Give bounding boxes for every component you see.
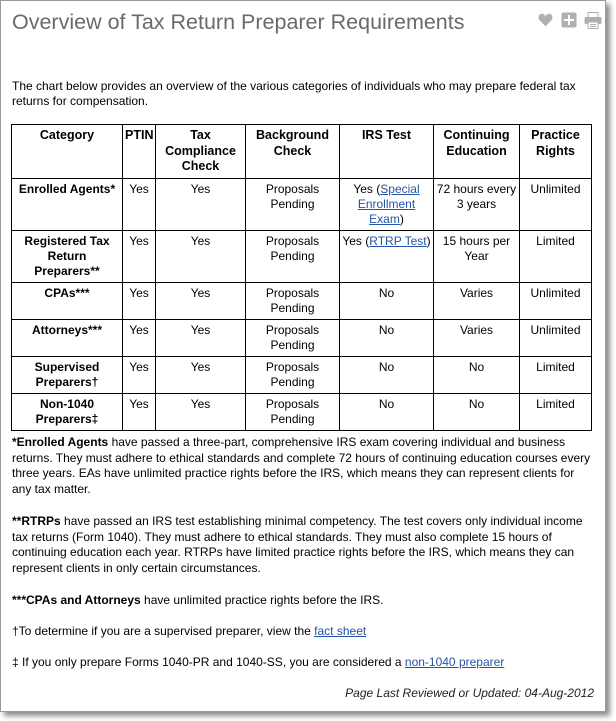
table-row — [12, 230, 592, 282]
tax-check-cell: Yes — [156, 319, 246, 356]
note-text: have unlimited practice rights before the IRS. — [140, 593, 384, 607]
header-background-check: Background Check — [246, 125, 340, 179]
irs-test-cell: No — [340, 356, 434, 393]
irs-test-suffix: ) — [426, 233, 431, 248]
note-label: *Enrolled Agents — [12, 435, 109, 449]
page-toolbar — [536, 11, 602, 29]
ptin-cell: Yes — [123, 356, 156, 393]
table-row — [12, 356, 592, 393]
header-irs-test: IRS Test — [340, 125, 434, 179]
note-text: have passed a three-part, comprehensive IRS exam covering individual and business returns. They must adhere to ethical standards and complete 72 hours of continuing education courses every three years. EAs have unlimited practice rights before the IRS, which means they can represent clients for any tax matter. — [12, 435, 591, 496]
intro-text: The chart below provides an overview of the various categories of individuals who may prepare federal tax returns for compensation. — [12, 79, 576, 108]
category-cell: Supervised Preparers† — [12, 356, 123, 393]
category-cell: Registered Tax Return Preparers** — [12, 230, 123, 282]
header-ptin: PTIN — [123, 125, 156, 179]
printer-icon[interactable] — [584, 11, 602, 29]
ptin-cell: Yes — [123, 282, 156, 319]
irs-test-cell: No — [340, 282, 434, 319]
irs-test-prefix: Yes ( — [342, 233, 370, 248]
irs-test-prefix: Yes ( — [353, 181, 381, 196]
cpa-attorney-note — [12, 593, 596, 609]
ptin-cell: Yes — [123, 319, 156, 356]
category-cell: Enrolled Agents* — [12, 178, 123, 230]
note-text: have passed an IRS test establishing minimal competency. The test covers only individual income tax returns (Form 1040). They must adhere to ethical standards. They must also complete 15 hours of continuing education each year. RTRPs have limited practice rights before the IRS, which means they can represent clients in only certain circumstances. — [12, 514, 583, 575]
heart-icon[interactable] — [536, 11, 554, 29]
rights-cell: Limited — [520, 356, 592, 393]
table-row — [12, 282, 592, 319]
note-label: **RTRPs — [12, 514, 61, 528]
rights-cell: Unlimited — [520, 319, 592, 356]
last-updated: Page Last Reviewed or Updated: 04-Aug-2012 — [345, 686, 594, 700]
rights-cell: Unlimited — [520, 178, 592, 230]
rtrp-note — [12, 514, 596, 576]
tax-check-cell: Yes — [156, 230, 246, 282]
background-cell: Proposals Pending — [246, 356, 340, 393]
ptin-cell: Yes — [123, 230, 156, 282]
non-1040-preparer-link[interactable]: non-1040 preparer — [404, 655, 505, 669]
rights-cell: Limited — [520, 230, 592, 282]
header-category: Category — [12, 125, 123, 179]
education-cell: Varies — [434, 319, 520, 356]
education-cell: No — [434, 393, 520, 430]
enrolled-agents-note — [12, 435, 596, 497]
fact-sheet-link[interactable]: fact sheet — [314, 624, 367, 638]
tax-check-cell: Yes — [156, 393, 246, 430]
note-text: ‡ If you only prepare Forms 1040-PR and 1040-SS, you are considered a — [12, 655, 405, 669]
background-cell: Proposals Pending — [246, 393, 340, 430]
tax-check-cell: Yes — [156, 356, 246, 393]
tax-check-cell: Yes — [156, 282, 246, 319]
requirements-table — [11, 124, 592, 431]
education-cell: Varies — [434, 282, 520, 319]
header-practice-rights: Practice Rights — [520, 125, 592, 179]
education-cell: 15 hours per Year — [434, 230, 520, 282]
category-cell: Attorneys*** — [12, 319, 123, 356]
education-cell: 72 hours every 3 years — [434, 178, 520, 230]
table-row — [12, 319, 592, 356]
irs-test-cell: No — [340, 319, 434, 356]
rights-cell: Unlimited — [520, 282, 592, 319]
irs-test-cell — [340, 230, 434, 282]
category-cell: Non-1040 Preparers‡ — [12, 393, 123, 430]
rtrp-test-link[interactable]: RTRP Test — [369, 233, 427, 248]
ptin-cell: Yes — [123, 393, 156, 430]
background-cell: Proposals Pending — [246, 282, 340, 319]
page-title: Overview of Tax Return Preparer Requirements — [12, 10, 465, 34]
background-cell: Proposals Pending — [246, 178, 340, 230]
header-tax-compliance-check: Tax Compliance Check — [156, 125, 246, 179]
category-cell: CPAs*** — [12, 282, 123, 319]
header-continuing-education: Continuing Education — [434, 125, 520, 179]
special-enrollment-exam-link[interactable]: Special Enrollment Exam — [357, 181, 420, 226]
table-header-row — [12, 125, 592, 179]
education-cell: No — [434, 356, 520, 393]
irs-test-cell: No — [340, 393, 434, 430]
background-cell: Proposals Pending — [246, 230, 340, 282]
table-row — [12, 178, 592, 230]
table-row — [12, 393, 592, 430]
ptin-cell: Yes — [123, 178, 156, 230]
non1040-note — [12, 655, 596, 671]
note-text: †To determine if you are a supervised preparer, view the — [12, 624, 315, 638]
supervised-preparer-note — [12, 624, 596, 640]
irs-test-suffix: ) — [399, 211, 404, 226]
tax-check-cell: Yes — [156, 178, 246, 230]
plus-icon[interactable] — [560, 11, 578, 29]
background-cell: Proposals Pending — [246, 319, 340, 356]
rights-cell: Limited — [520, 393, 592, 430]
irs-test-cell — [340, 178, 434, 230]
note-label: ***CPAs and Attorneys — [12, 593, 141, 607]
